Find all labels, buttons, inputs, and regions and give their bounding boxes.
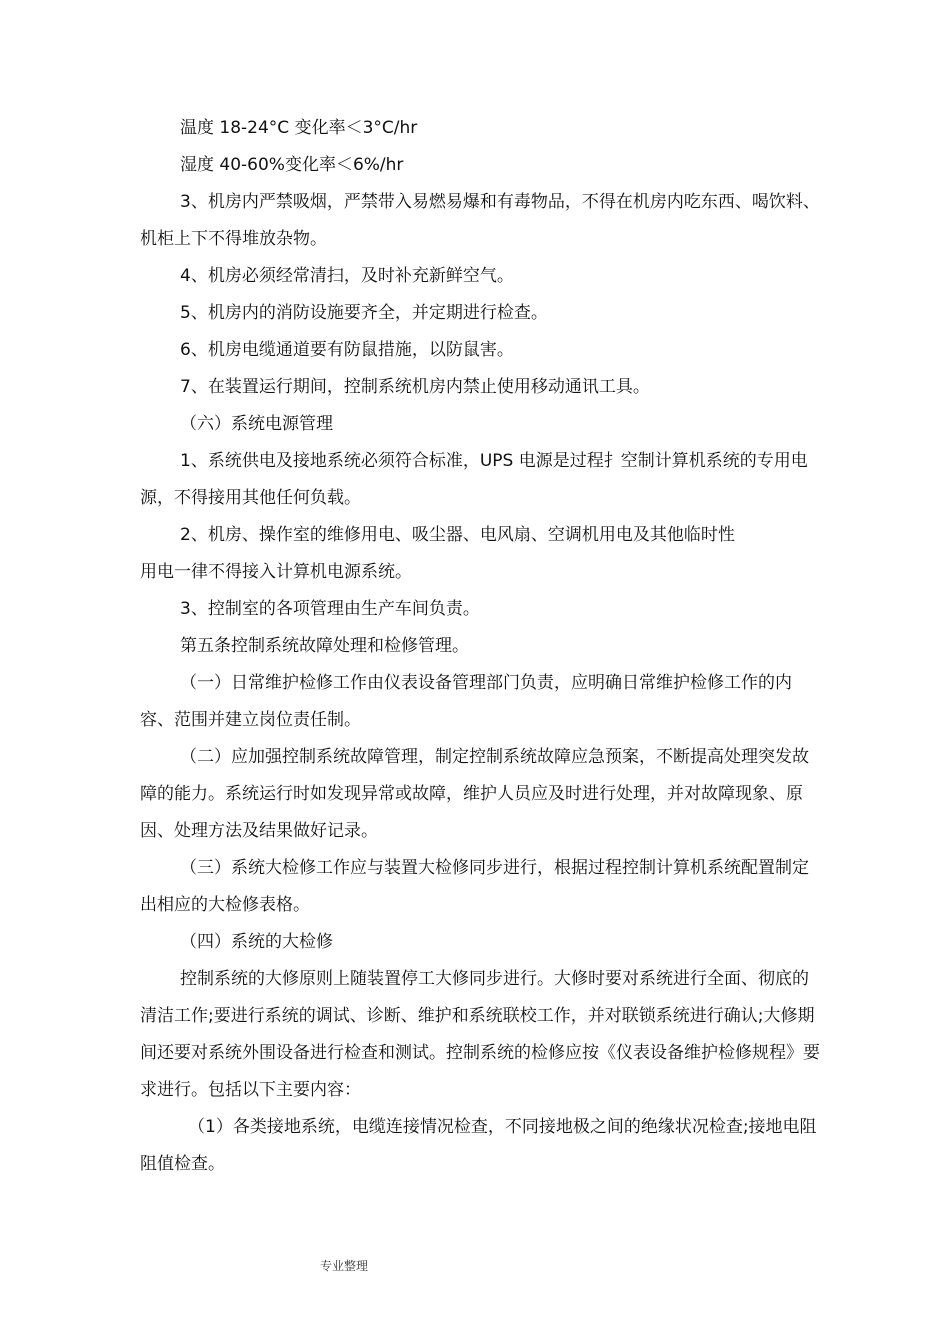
paragraph: 温度 18-24°C 变化率＜3°C/hr bbox=[180, 118, 418, 138]
paragraph: 控制系统的大修原则上随装置停工大修同步进行。大修时要对系统进行全面、彻底的清洁工作;要进行系统的调试、诊断、维护和系统联校工作，并对联锁系统进行确认;大修期间还要对系统外围设备进行检查和测试。控制系统的检修应按《仪表设备维护检修规程》要求进行。包括以下主要内容： bbox=[140, 969, 820, 1100]
paragraph: （二）应加强控制系统故障管理，制定控制系统故障应急预案，不断提高处理突发故障的能力。系统运行时如发现异常或故障，维护人员应及时进行处理，并对故障现象、原因、处理方法及结果做好记录。 bbox=[140, 747, 809, 841]
document-body bbox=[140, 110, 820, 1183]
paragraph: （一）日常维护检修工作由仪表设备管理部门负责，应明确日常维护检修工作的内容、范围并建立岗位责任制。 bbox=[140, 673, 792, 730]
paragraph: 湿度 40-60%变化率＜6%/hr bbox=[180, 155, 404, 175]
paragraph: （六）系统电源管理 bbox=[180, 414, 333, 434]
paragraph: 用电一律不得接入计算机电源系统。 bbox=[140, 562, 412, 582]
paragraph: 6、机房电缆通道要有防鼠措施，以防鼠害。 bbox=[180, 340, 514, 360]
paragraph: 3、控制室的各项管理由生产车间负责。 bbox=[180, 599, 480, 619]
page-footer: 专业整理 bbox=[320, 1259, 369, 1273]
paragraph: 2、机房、操作室的维修用电、吸尘器、电风扇、空调机用电及其他临时性 bbox=[180, 525, 735, 545]
paragraph: （1）各类接地系统，电缆连接情况检查，不同接地极之间的绝缘状况检查;接地电阻阻值检查。 bbox=[140, 1117, 817, 1174]
paragraph: （四）系统的大检修 bbox=[180, 932, 333, 952]
paragraph: 3、机房内严禁吸烟，严禁带入易燃易爆和有毒物品，不得在机房内吃东西、喝饮料、机柜上下不得堆放杂物。 bbox=[140, 192, 820, 249]
paragraph: 5、机房内的消防设施要齐全，并定期进行检查。 bbox=[180, 303, 548, 323]
paragraph: 第五条控制系统故障处理和检修管理。 bbox=[180, 636, 469, 656]
paragraph: （三）系统大检修工作应与装置大检修同步进行，根据过程控制计算机系统配置制定出相应的大检修表格。 bbox=[140, 858, 809, 915]
paragraph: 7、在装置运行期间，控制系统机房内禁止使用移动通讯工具。 bbox=[180, 377, 650, 397]
paragraph: 4、机房必须经常清扫，及时补充新鲜空气。 bbox=[180, 266, 514, 286]
paragraph: 1、系统供电及接地系统必须符合标准，UPS 电源是过程扌空制计算机系统的专用电源，不得接用其他任何负载。 bbox=[140, 451, 808, 508]
